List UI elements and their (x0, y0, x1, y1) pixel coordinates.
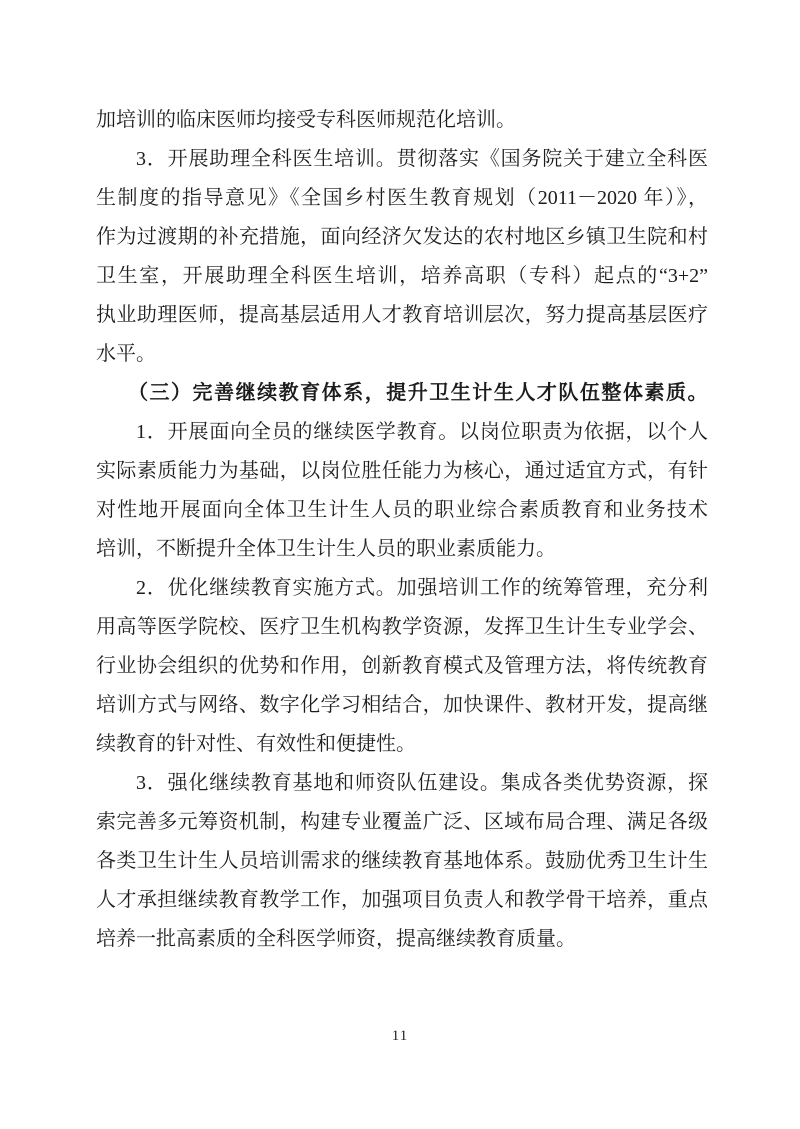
text-line: 卫生室，开展助理全科医生培训，培养高职（专科）起点的“3+2” (96, 265, 708, 287)
text-line: 培养一批高素质的全科医学师资，提高继续教育质量。 (96, 928, 576, 950)
text-line: 行业协会组织的优势和作用，创新教育模式及管理方法，将传统教育 (96, 655, 708, 677)
document-body (96, 101, 708, 959)
text-line: 2．优化继续教育实施方式。加强培训工作的统筹管理，充分利 (136, 577, 708, 599)
text-line: 人才承担继续教育教学工作，加强项目负责人和教学骨干培养，重点 (96, 889, 708, 911)
text-line: 培训，不断提升全体卫生计生人员的职业素质能力。 (96, 538, 556, 560)
text-line: 作为过渡期的补充措施，面向经济欠发达的农村地区乡镇卫生院和村 (96, 226, 708, 248)
text-line: 培训方式与网络、数字化学习相结合，加快课件、教材开发，提高继 (96, 694, 708, 716)
text-line: 水平。 (96, 343, 156, 365)
paragraph-item-1-continuing-medical-education (96, 413, 708, 569)
paragraph-item-3-assistant-gp-training (96, 140, 708, 374)
text-line: 1．开展面向全员的继续医学教育。以岗位职责为依据，以个人 (136, 421, 708, 443)
paragraph-continuation (96, 101, 708, 140)
text-line: 各类卫生计生人员培训需求的继续教育基地体系。鼓励优秀卫生计生 (96, 850, 708, 872)
section-heading: （三）完善继续教育体系，提升卫生计生人才队伍整体素质。 (128, 382, 708, 404)
text-line: 加培训的临床医师均接受专科医师规范化培训。 (96, 109, 516, 131)
text-line: 索完善多元筹资机制，构建专业覆盖广泛、区域布局合理、满足各级 (96, 811, 708, 833)
text-line: 3．开展助理全科医生培训。贯彻落实《国务院关于建立全科医 (136, 148, 708, 170)
text-line: 生制度的指导意见》《全国乡村医生教育规划（2011－2020 年）》， (96, 187, 708, 209)
paragraph-item-3-strengthen-bases-faculty (96, 764, 708, 959)
text-line: 实际素质能力为基础，以岗位胜任能力为核心，通过适宜方式，有针 (96, 460, 708, 482)
paragraph-item-2-optimize-implementation (96, 569, 708, 764)
text-line: 执业助理医师，提高基层适用人才教育培训层次，努力提高基层医疗 (96, 304, 708, 326)
page-number: 11 (391, 1028, 409, 1044)
section-heading-paragraph (96, 374, 708, 413)
text-line: 用高等医学院校、医疗卫生机构教学资源，发挥卫生计生专业学会、 (96, 616, 708, 638)
text-line: 3．强化继续教育基地和师资队伍建设。集成各类优势资源，探 (136, 772, 708, 794)
text-line: 续教育的针对性、有效性和便捷性。 (96, 733, 416, 755)
text-line: 对性地开展面向全体卫生计生人员的职业综合素质教育和业务技术 (96, 499, 708, 521)
